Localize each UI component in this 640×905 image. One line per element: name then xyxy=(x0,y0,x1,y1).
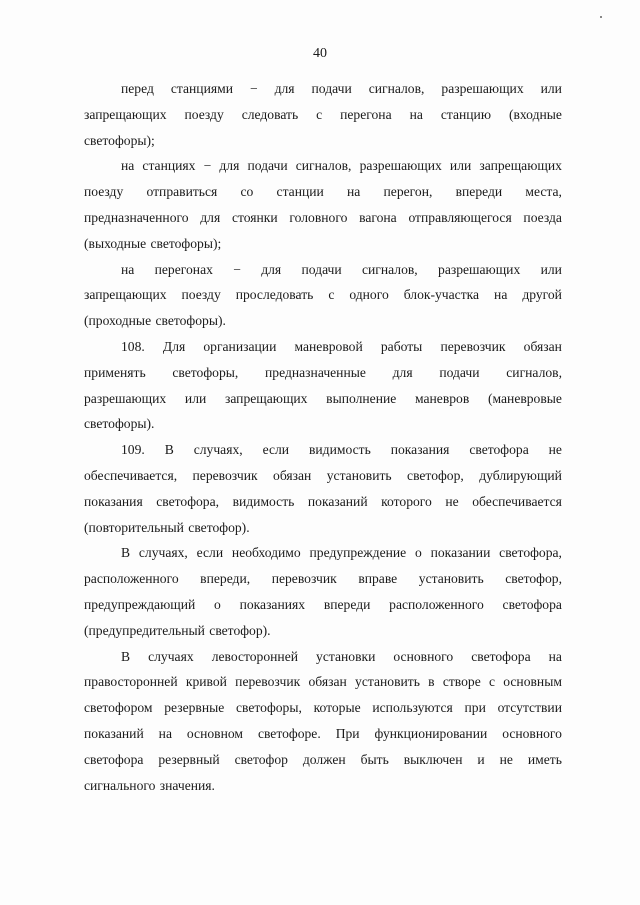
text-line: предназначенного для стоянки головного вагона отправляющегося поезда xyxy=(84,209,562,225)
text-line: светофором резервные светофоры, которые используются при отсутствии xyxy=(84,700,562,716)
document-body xyxy=(84,76,562,798)
text-line: 108. Для организации маневровой работы перевозчик обязан xyxy=(121,338,562,354)
text-line: показания светофора, видимость показаний которого не обеспечивается xyxy=(84,493,562,509)
text-line: (предупредительный светофор). xyxy=(84,622,271,638)
text-line: правосторонней кривой перевозчик обязан установить в створе с основным xyxy=(84,674,562,690)
text-line: перед станциями − для подачи сигналов, разрешающих или xyxy=(121,81,562,96)
text-line: расположенного впереди, перевозчик вправе установить светофор, xyxy=(84,571,562,587)
text-line: запрещающих поезду проследовать с одного блок-участка на другой xyxy=(84,287,562,303)
text-line: предупреждающий о показаниях впереди расположенного светофора xyxy=(84,596,562,612)
text-line: (выходные светофоры); xyxy=(84,235,222,251)
text-line: запрещающих поезду следовать с перегона на станцию (входные xyxy=(84,106,562,122)
text-line: В случаях левосторонней установки основного светофора на xyxy=(121,648,562,664)
page-number: 40 xyxy=(313,46,327,61)
text-line: поезду отправиться со станции на перегон, впереди места, xyxy=(84,184,562,200)
text-line: применять светофоры, предназначенные для подачи сигналов, xyxy=(84,364,562,380)
text-line: (повторительный светофор). xyxy=(84,519,250,535)
text-line: разрешающих или запрещающих выполнение маневров (маневровые xyxy=(84,390,562,406)
text-line: на станциях − для подачи сигналов, разрешающих или запрещающих xyxy=(121,158,562,174)
scan-speck xyxy=(600,16,602,18)
text-line: сигнального значения. xyxy=(84,777,215,793)
text-line: показаний на основном светофоре. При функционировании основного xyxy=(84,725,562,741)
text-line: светофоры). xyxy=(84,416,155,432)
text-line: 109. В случаях, если видимость показания светофора не xyxy=(121,442,562,458)
text-line: (проходные светофоры). xyxy=(84,313,226,329)
text-line: на перегонах − для подачи сигналов, разрешающих или xyxy=(121,261,562,277)
text-line: светофора резервный светофор должен быть выключен и не иметь xyxy=(84,751,562,767)
text-line: В случаях, если необходимо предупреждение о показании светофора, xyxy=(121,545,562,561)
text-line: обеспечивается, перевозчик обязан установить светофор, дублирующий xyxy=(84,467,562,483)
text-line: светофоры); xyxy=(84,132,155,148)
